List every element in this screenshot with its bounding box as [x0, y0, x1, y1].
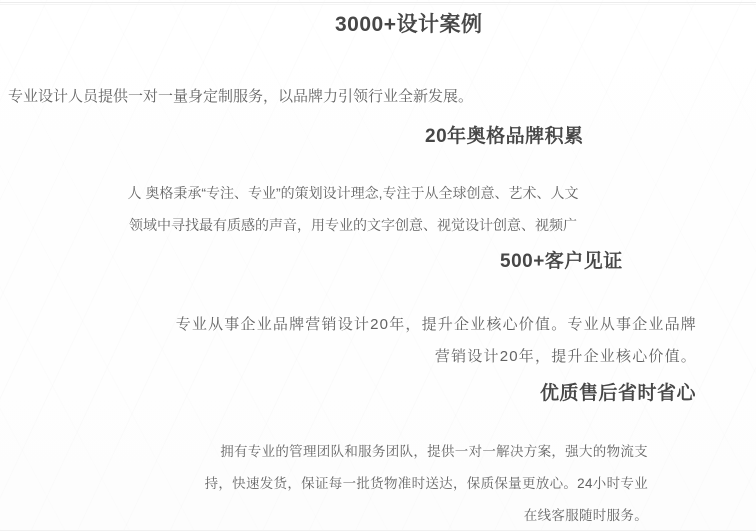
text-line: 人 奥格秉承“专注、专业”的策划设计理念,专注于从全球创意、艺术、人文: [127, 185, 579, 201]
heading-client-testimonials: 500+客户见证: [500, 251, 623, 272]
heading-after-sales: 优质售后省时省心: [540, 383, 697, 404]
client-testimonials-description: [97, 309, 697, 373]
heading-design-cases: 3000+设计案例: [335, 13, 483, 36]
text-line: 拥有专业的管理团队和服务团队，提供一对一解决方案，强大的物流支: [220, 444, 648, 459]
top-divider-secondary: [0, 4, 756, 5]
after-sales-description: [88, 436, 648, 531]
design-cases-description: 专业设计人员提供一对一量身定制服务，以品牌力引领行业全新发展。: [8, 88, 474, 105]
heading-brand-years: 20年奥格品牌积累: [425, 126, 584, 147]
top-divider: [0, 2, 756, 3]
text-line: 在线客服随时服务。: [523, 508, 648, 523]
text-line: 专业从事企业品牌营销设计20年，提升企业核心价值。专业从事企业品牌: [175, 316, 697, 333]
brand-years-description: [103, 177, 603, 241]
text-line: 持，快速发货，保证每一批货物准时送达，保质保量更放心。24小时专业: [204, 476, 648, 491]
text-line: 营销设计20年，提升企业核心价值。: [434, 348, 697, 365]
text-line: 领域中寻找最有质感的声音，用专业的文字创意、视觉设计创意、视频广: [129, 217, 577, 233]
